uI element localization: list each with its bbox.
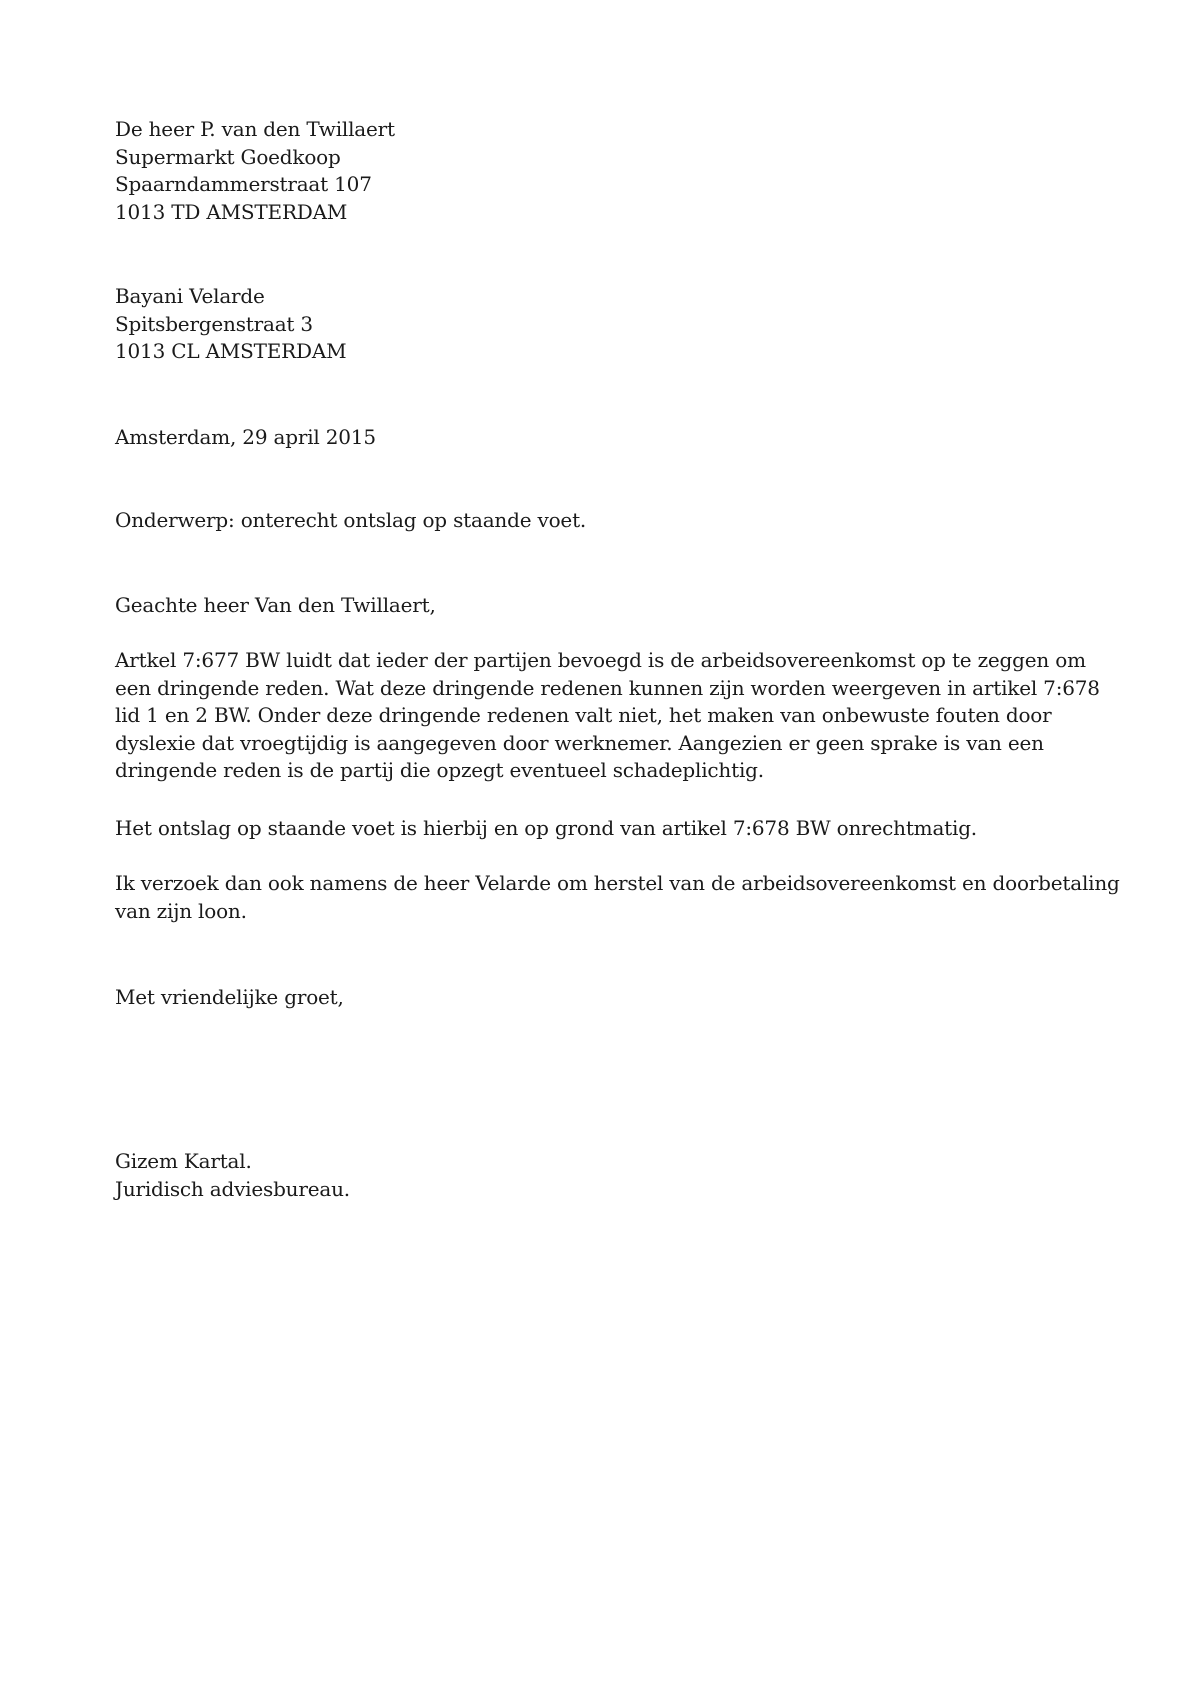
body-paragraph-3 bbox=[115, 870, 1120, 925]
signature-name: Gizem Kartal. bbox=[115, 1149, 252, 1173]
signature-organization: Juridisch adviesbureau. bbox=[115, 1176, 350, 1201]
paragraph-line: Het ontslag op staande voet is hierbij en op grond van artikel 7:678 BW onrechtmatig. bbox=[115, 816, 977, 840]
paragraph-line: dringende reden is de partij die opzegt eventueel schadeplichtig. bbox=[115, 758, 764, 782]
body-paragraph-1 bbox=[115, 647, 1100, 785]
letter-signature bbox=[115, 1148, 350, 1203]
date-line: Amsterdam, 29 april 2015 bbox=[115, 425, 376, 449]
paragraph-line: Ik verzoek dan ook namens de heer Velarde om herstel van de arbeidsovereenkomst en doorbetaling bbox=[115, 871, 1120, 895]
recipient-company: Supermarkt Goedkoop bbox=[115, 144, 341, 169]
closing-line: Met vriendelijke groet, bbox=[115, 985, 344, 1009]
sender-address bbox=[115, 283, 346, 366]
paragraph-line: dyslexie dat vroegtijdig is aangegeven door werknemer. Aangezien er geen sprake is van een bbox=[115, 730, 1044, 755]
sender-city: 1013 CL AMSTERDAM bbox=[115, 339, 347, 363]
salutation-line: Geachte heer Van den Twillaert, bbox=[115, 593, 436, 617]
recipient-street: Spaarndammerstraat 107 bbox=[115, 172, 372, 196]
body-paragraph-2 bbox=[115, 815, 1095, 843]
sender-name: Bayani Velarde bbox=[115, 284, 265, 308]
paragraph-line: een dringende reden. Wat deze dringende redenen kunnen zijn worden weergeven in artikel 7:678 bbox=[115, 675, 1100, 700]
letter-subject bbox=[115, 507, 586, 535]
letter-salutation bbox=[115, 592, 436, 620]
recipient-address bbox=[115, 116, 395, 226]
recipient-city: 1013 TD AMSTERDAM bbox=[115, 199, 348, 224]
letter-closing bbox=[115, 984, 344, 1012]
subject-line: Onderwerp: onterecht ontslag op staande voet. bbox=[115, 508, 587, 532]
paragraph-line: Artkel 7:677 BW luidt dat ieder der partijen bevoegd is de arbeidsovereenkomst op te zeggen om bbox=[115, 648, 1086, 672]
letter-date bbox=[115, 424, 376, 452]
sender-street: Spitsbergenstraat 3 bbox=[115, 311, 313, 336]
paragraph-line: lid 1 en 2 BW. Onder deze dringende redenen valt niet, het maken van onbewuste fouten door bbox=[115, 703, 1052, 727]
recipient-name: De heer P. van den Twillaert bbox=[115, 117, 395, 141]
paragraph-line: van zijn loon. bbox=[115, 898, 247, 923]
